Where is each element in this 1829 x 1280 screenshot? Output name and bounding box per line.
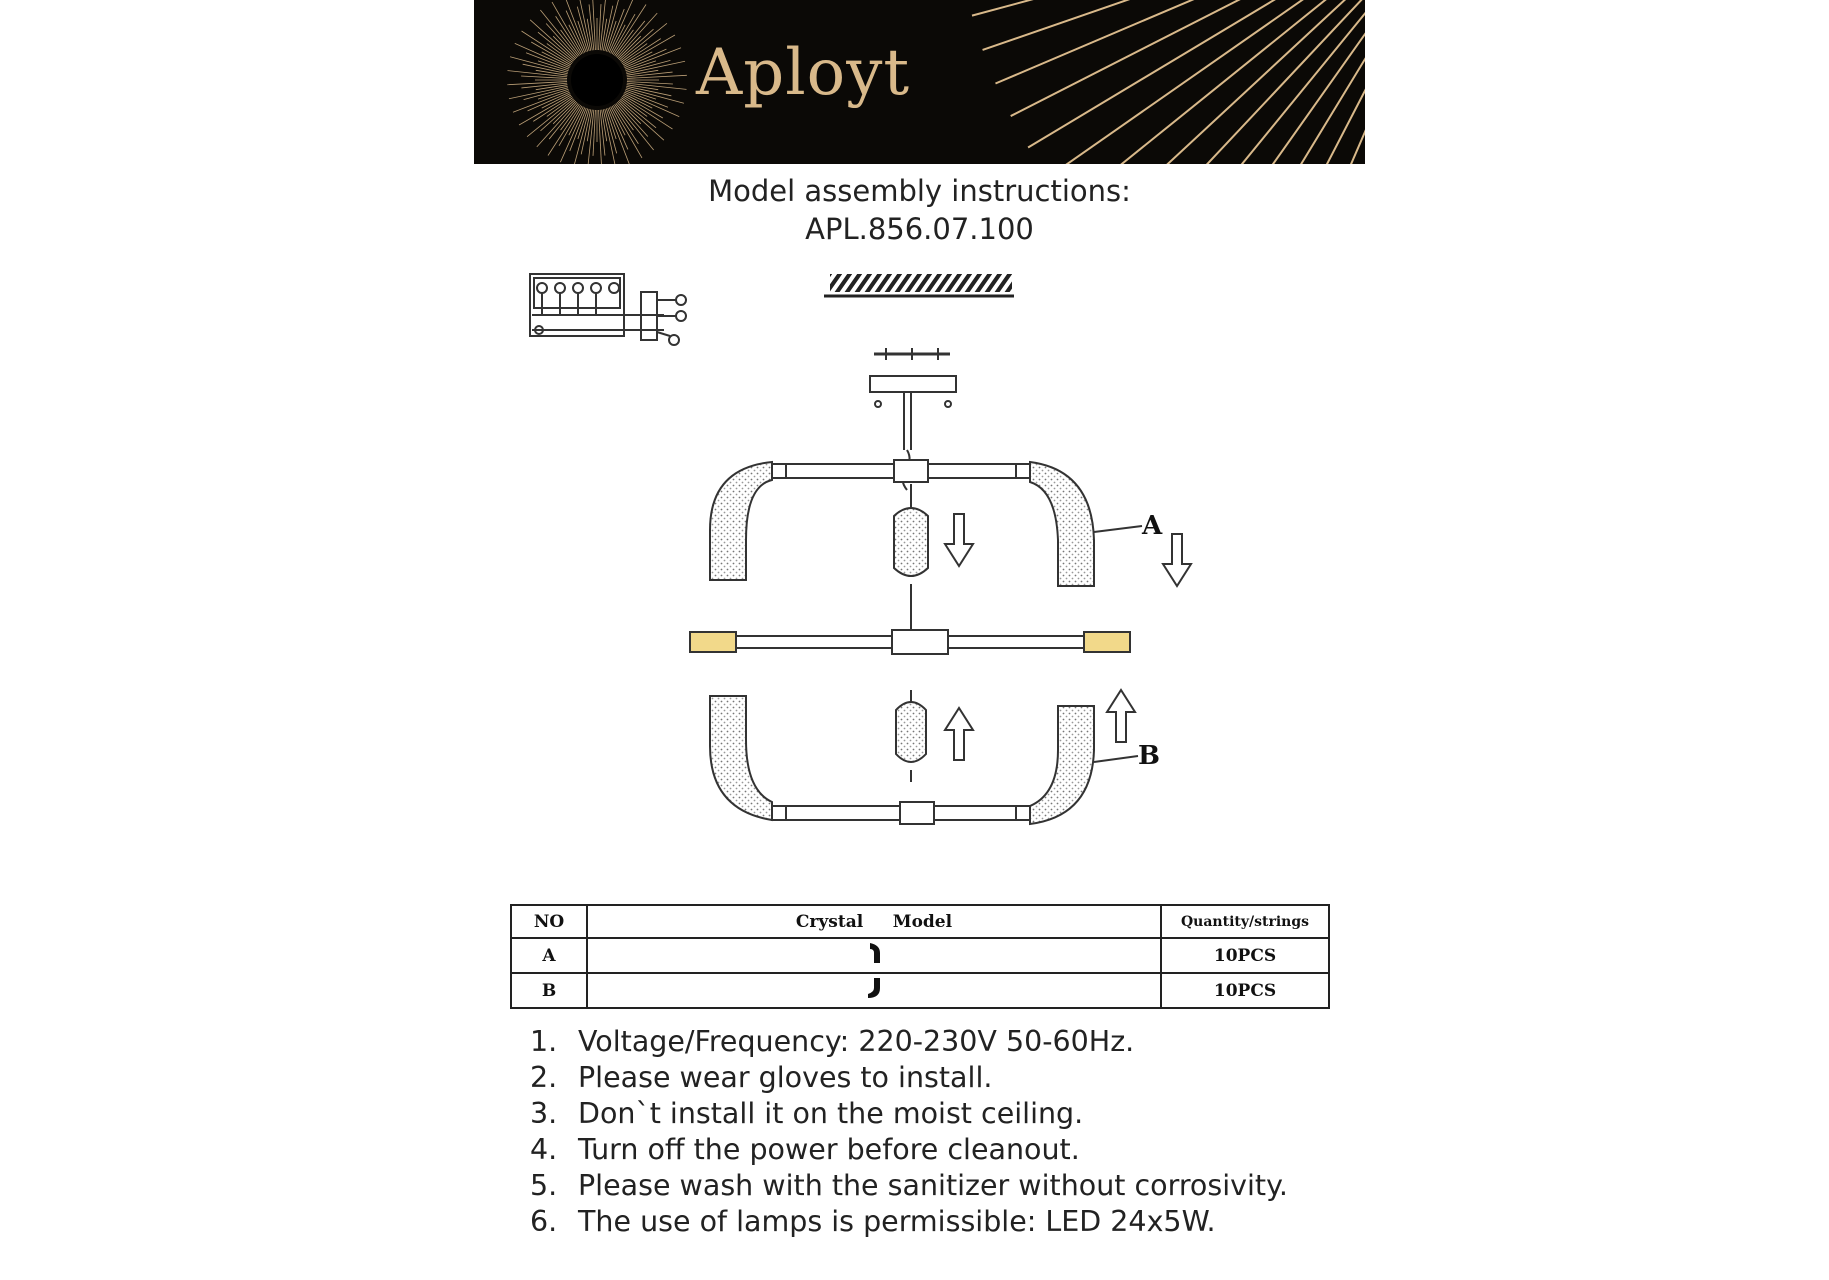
assembly-diagram bbox=[474, 250, 1354, 840]
list-item: 4. Turn off the power before cleanout. bbox=[530, 1133, 1080, 1166]
page-title bbox=[474, 172, 1365, 248]
table-row bbox=[511, 938, 1329, 973]
crystal-pendant-icon bbox=[894, 484, 928, 642]
parts-table bbox=[510, 904, 1330, 1009]
arrow-up-icon bbox=[945, 708, 973, 760]
decorative-ray bbox=[1011, 0, 1365, 116]
brand-banner bbox=[474, 0, 1365, 164]
instructions-list bbox=[530, 1024, 1288, 1240]
row-model-icon bbox=[587, 973, 1161, 1008]
sun-logo-icon bbox=[507, 0, 687, 164]
header-model: Crystal Model bbox=[587, 905, 1161, 938]
list-item: 2. Please wear gloves to install. bbox=[530, 1061, 993, 1094]
sun-ray bbox=[581, 109, 591, 154]
row-quantity: 10PCS bbox=[1161, 973, 1329, 1008]
row-no: B bbox=[511, 973, 587, 1008]
list-item: 6. The use of lamps is permissible: LED 24x5W. bbox=[530, 1205, 1216, 1238]
label-a: A bbox=[1142, 511, 1163, 541]
crystal-pendant-icon bbox=[896, 690, 926, 782]
decorative-ray bbox=[1069, 0, 1365, 164]
sun-ray bbox=[546, 24, 577, 58]
arrow-up-icon bbox=[1107, 690, 1135, 742]
decorative-ray bbox=[1235, 0, 1365, 164]
table-row bbox=[511, 973, 1329, 1008]
arrow-down-icon bbox=[945, 514, 973, 566]
sun-ray bbox=[619, 29, 653, 60]
title-line-1: Model assembly instructions: bbox=[708, 174, 1131, 208]
decorative-ray bbox=[972, 0, 1365, 16]
list-item: 1. Voltage/Frequency: 220-230V 50-60Hz. bbox=[530, 1025, 1135, 1058]
sun-ray bbox=[510, 57, 568, 73]
sun-ray bbox=[574, 109, 590, 164]
sun-ray bbox=[626, 86, 671, 96]
ceiling-icon bbox=[824, 274, 1014, 296]
list-item: 5. Please wash with the sanitizer without corrosivity. bbox=[530, 1169, 1288, 1202]
arrow-down-icon bbox=[1163, 534, 1191, 586]
model-number: APL.856.07.100 bbox=[805, 212, 1034, 246]
sun-ray bbox=[541, 100, 575, 131]
header-quantity: Quantity/strings bbox=[1161, 905, 1329, 938]
terminal-block-icon bbox=[530, 274, 686, 345]
row-no: A bbox=[511, 938, 587, 973]
list-item: 3. Don`t install it on the moist ceiling. bbox=[530, 1097, 1084, 1130]
table-header-row bbox=[511, 905, 1329, 938]
sun-core bbox=[571, 54, 623, 106]
sun-rays-graphic bbox=[474, 0, 1365, 164]
decorative-ray bbox=[1174, 0, 1365, 164]
decorative-ray bbox=[1118, 0, 1365, 164]
sun-ray bbox=[603, 6, 613, 51]
crystal-b-icon bbox=[862, 974, 886, 1002]
sun-ray bbox=[617, 102, 648, 136]
header-no: NO bbox=[511, 905, 587, 938]
label-b: B bbox=[1138, 741, 1160, 771]
decorative-rays bbox=[954, 0, 1365, 164]
sun-ray bbox=[626, 88, 684, 104]
row-model-icon bbox=[587, 938, 1161, 973]
row-quantity: 10PCS bbox=[1161, 938, 1329, 973]
center-bar bbox=[690, 630, 1130, 654]
sun-ray bbox=[523, 64, 568, 74]
brand-logo: Aployt bbox=[696, 36, 911, 110]
sun-ray bbox=[609, 0, 633, 53]
crystal-a-icon bbox=[862, 939, 886, 967]
